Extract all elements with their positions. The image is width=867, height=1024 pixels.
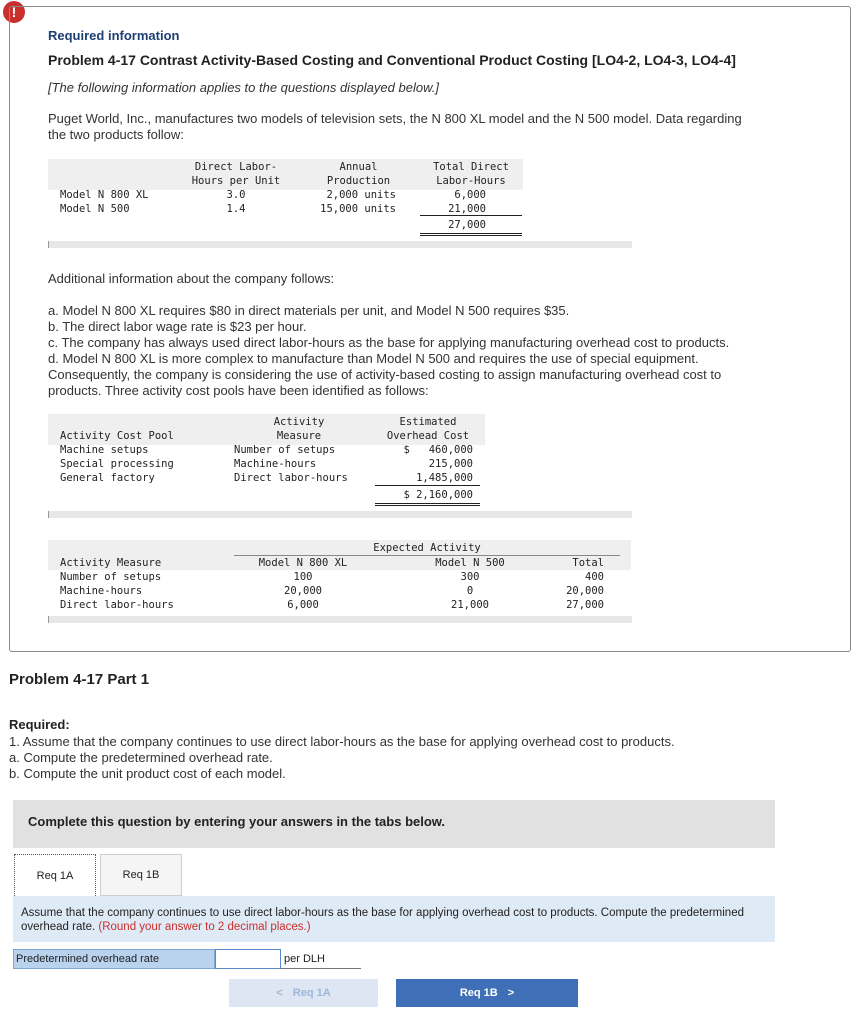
table-cell: 6,000 (287, 599, 319, 611)
required-item-a: a. Compute the predetermined overhead rate. (9, 750, 273, 765)
table-cell: 300 (460, 571, 480, 583)
tab-req-1a[interactable]: Req 1A (14, 854, 96, 896)
applies-note: [The following information applies to the questions displayed below.] (48, 80, 439, 95)
table-row-label: Direct labor-hours (60, 599, 174, 611)
table-row-label: Special processing (60, 458, 174, 470)
part-title: Problem 4-17 Part 1 (9, 671, 150, 688)
table-cell: Number of setups (234, 444, 336, 456)
table-total: $ 2,160,000 (403, 489, 473, 501)
intro-line-2: the two products follow: (48, 127, 184, 142)
table-cell: Direct labor-hours (234, 472, 348, 484)
table-cell: 20,000 (284, 585, 322, 597)
col-header-measure: Activity Measure (273, 416, 325, 442)
info-item-d-3: products. Three activity cost pools have been identified as follows: (48, 383, 429, 398)
table-cell: 0 (466, 585, 474, 597)
table-row-label: Machine-hours (60, 585, 143, 597)
alert-icon: ! (3, 1, 25, 23)
table-cell: 27,000 (566, 599, 604, 611)
chevron-right-icon: > (507, 987, 515, 999)
table-cell: 1.4 (226, 203, 246, 215)
additional-intro: Additional information about the company follows: (48, 271, 335, 286)
required-item-b: b. Compute the unit product cost of each model. (9, 766, 286, 781)
table-total: 27,000 (448, 219, 486, 231)
required-item-1: 1. Assume that the company continues to use direct labor-hours as the base for applying overhead cost to products. (9, 734, 675, 749)
col-header-pool: Activity Cost Pool (60, 430, 174, 442)
col-header-activity-measure: Activity Measure (60, 557, 162, 569)
table-row-label: Model N 800 XL (60, 189, 149, 201)
required-info-heading: Required information (48, 28, 180, 43)
table-cell: 6,000 (454, 189, 486, 201)
col-header-cost: Estimated Overhead Cost (386, 416, 470, 442)
problem-title: Problem 4-17 Contrast Activity-Based Costing and Conventional Product Costing [LO4-2, LO4-3, LO4-4] (48, 52, 736, 68)
chevron-left-icon: < (276, 987, 283, 999)
table-cell: $ 460,000 (403, 444, 473, 456)
round-note: (Round your answer to 2 decimal places.) (98, 921, 311, 933)
col-header-model-800: Model N 800 XL (258, 557, 348, 569)
table-row-label: Model N 500 (60, 203, 130, 215)
info-item-a: a. Model N 800 XL requires $80 in direct materials per unit, and Model N 500 requires $35. (48, 303, 570, 318)
tab-req-1b[interactable]: Req 1B (100, 854, 182, 896)
table-row-label: Machine setups (60, 444, 149, 456)
col-header-total: Total (572, 557, 604, 569)
info-item-c: c. The company has always used direct labor-hours as the base for applying manufacturing overhead cost to products. (48, 335, 730, 350)
col-header-expected: Expected Activity (373, 542, 481, 554)
overhead-rate-input[interactable] (215, 949, 281, 969)
table-cell: 3.0 (226, 189, 246, 201)
answer-unit-label: per DLH (281, 949, 361, 969)
info-item-d-2: Consequently, the company is considering the use of activity-based costing to assign manufacturing overhead cost to (48, 367, 722, 382)
table-cell: 215,000 (428, 458, 473, 470)
table-cell: 15,000 units (320, 203, 396, 215)
tab-instruction: Assume that the company continues to use direct labor-hours as the base for applying overhead cost to products. Compute the predetermined overhead rate. (Round your answer to 2 decimal places.) (21, 907, 744, 933)
table-row-label: Number of setups (60, 571, 162, 583)
instruction-text: Complete this question by entering your answers in the tabs below. (28, 814, 446, 829)
table-cell: 400 (585, 571, 604, 583)
intro-line-1: Puget World, Inc., manufactures two models of television sets, the N 800 XL model and the N 500 model. Data regarding (48, 111, 742, 126)
info-item-b: b. The direct labor wage rate is $23 per hour. (48, 319, 307, 334)
table-cell: 21,000 (448, 203, 486, 215)
answer-field-label: Predetermined overhead rate (13, 949, 215, 969)
info-item-d-1: d. Model N 800 XL is more complex to manufacture than Model N 500 and requires the use of special equipment. (48, 351, 699, 366)
table-cell: Machine-hours (234, 458, 317, 470)
col-header-production: Annual Production (326, 161, 391, 187)
col-header-dlh: Direct Labor- Hours per Unit (191, 161, 281, 187)
table-cell: 20,000 (566, 585, 604, 597)
table-cell: 1,485,000 (416, 472, 473, 484)
table-cell: 2,000 units (326, 189, 396, 201)
required-label: Required: (9, 717, 70, 732)
next-req-button[interactable]: Req 1B > (396, 979, 578, 1007)
col-header-model-500: Model N 500 (435, 557, 505, 569)
table-row-label: General factory (60, 472, 155, 484)
table-cell: 21,000 (451, 599, 489, 611)
prev-req-button[interactable]: < Req 1A (229, 979, 378, 1007)
col-header-total-dlh: Total Direct Labor-Hours (433, 161, 509, 187)
table-cell: 100 (293, 571, 313, 583)
